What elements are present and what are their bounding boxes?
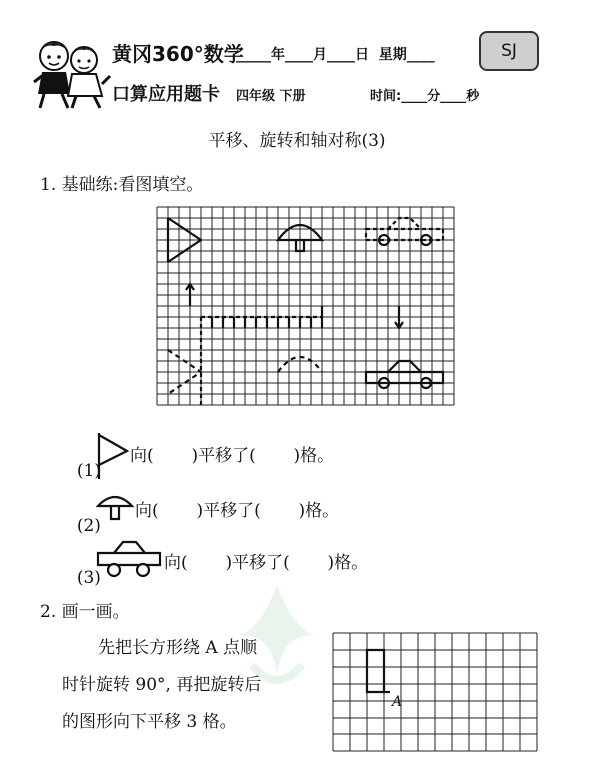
date-line: _____年____月____日 星期____ [236,47,435,63]
item-2-number: (2) [76,516,101,536]
instruction-line-3: 的图形向下平移 3 格。 [62,712,237,732]
brand-subtitle: 口算应用题卡 [112,84,220,105]
lesson-title: 平移、旋转和轴对称(3) [208,131,386,151]
question-2-title: 2. 画一画。 [40,602,130,622]
question-1-title: 1. 基础练:看图填空。 [40,175,204,195]
instruction-line-2: 时针旋转 90°, 再把旋转后 [62,675,262,695]
item-1-text: 向( )平移了( )格。 [130,446,335,466]
edition-badge: SJ [479,31,539,71]
question-2-instructions [62,630,261,741]
item-3-text: 向( )平移了( )格。 [164,553,369,573]
time-line: 时间:____分____秒 [370,89,480,104]
flag-icon [96,431,130,481]
item-3-number: (3) [76,568,101,588]
grade-label: 四年级 下册 [236,89,306,104]
mushroom-icon [96,492,134,522]
kids-logo-icon [32,38,112,110]
item-1-number: (1) [76,461,101,481]
brand-title: 黄冈360°数学 [112,42,244,66]
point-a-label: A [392,694,403,710]
car-icon [96,535,162,581]
translation-grid-figure [150,200,462,412]
instruction-line-1: 先把长方形绕 A 点顺 [98,638,258,658]
rotation-grid-figure [330,630,546,755]
item-2-text: 向( )平移了( )格。 [135,501,340,521]
